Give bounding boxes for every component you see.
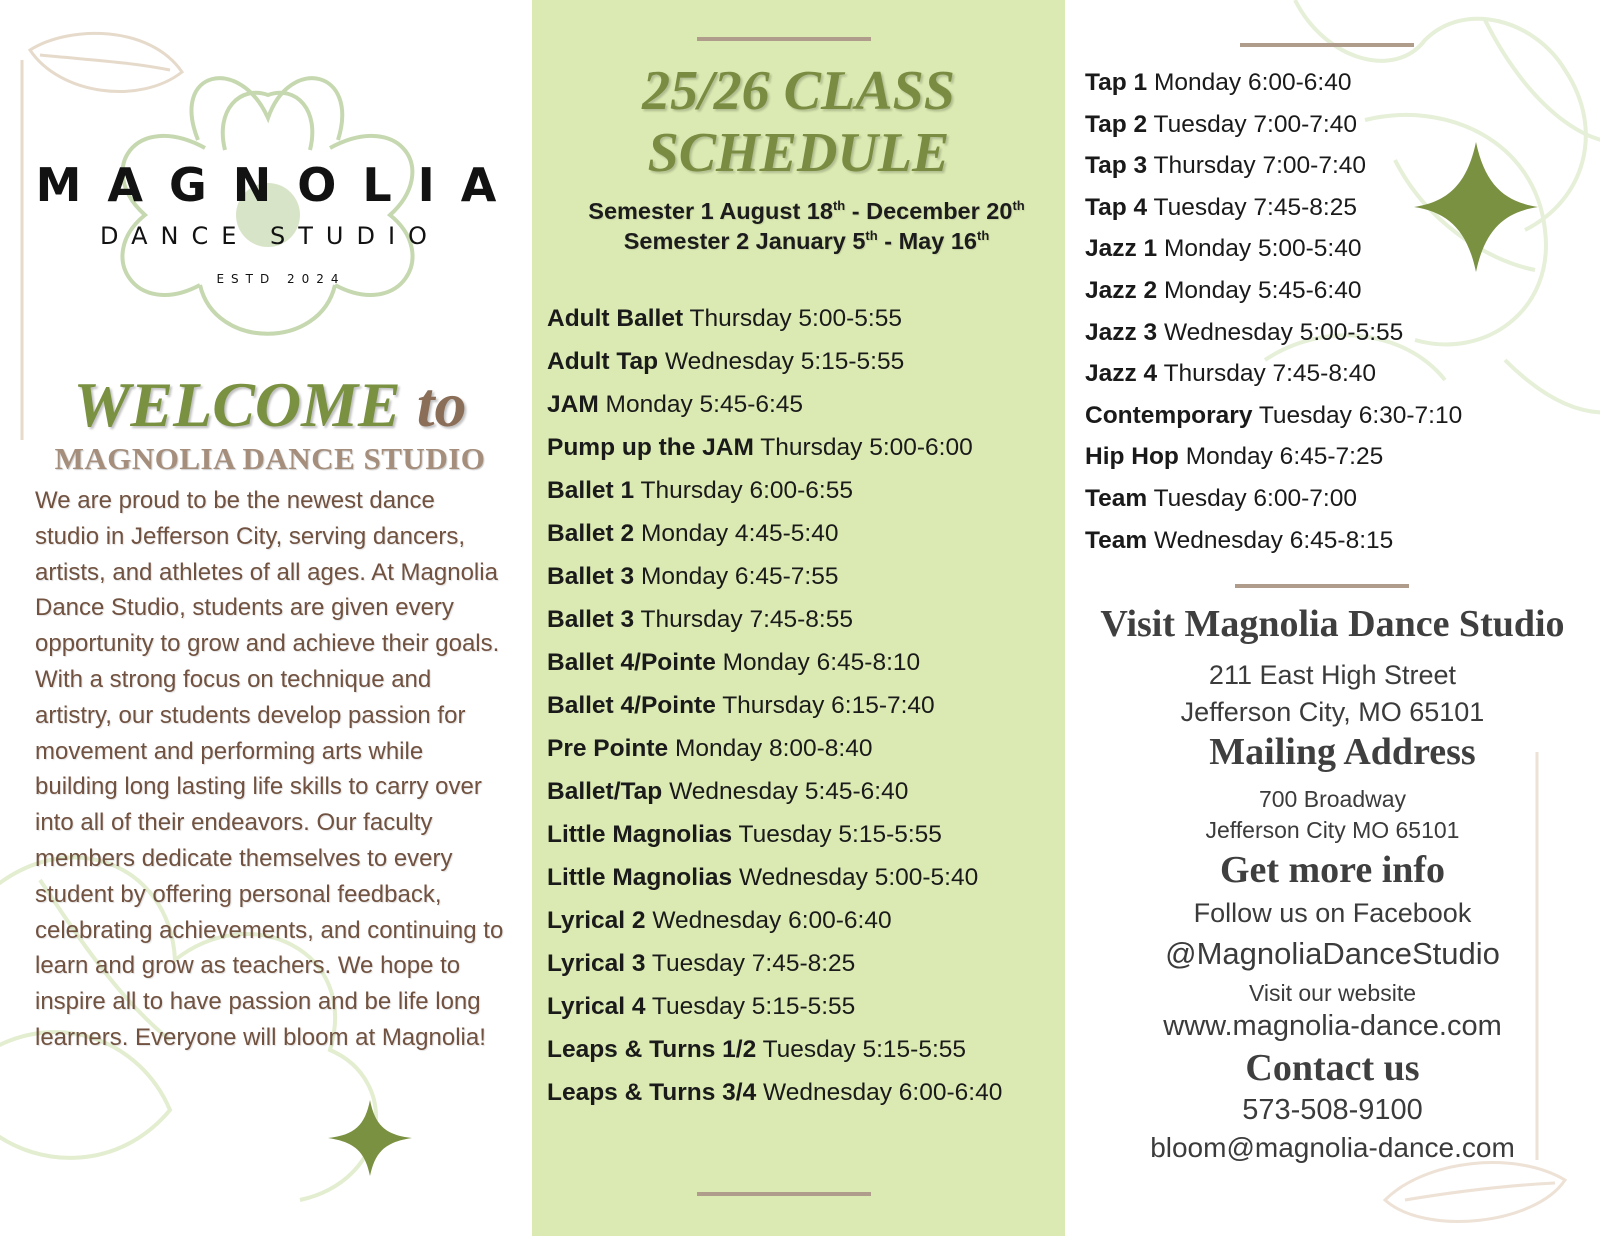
class-time: Wednesday 5:45-6:40 — [669, 778, 909, 805]
class-time: Tuesday 7:45-8:25 — [651, 950, 856, 977]
class-item — [1085, 104, 1585, 146]
class-item — [547, 856, 1037, 899]
class-item — [1085, 520, 1585, 562]
class-name: Ballet 4/Pointe — [547, 649, 716, 676]
website-link[interactable]: www.magnolia-dance.com — [1163, 1010, 1502, 1042]
logo-established: ESTD 2024 — [216, 272, 346, 286]
semester-2-start: Semester 2 January 5 — [623, 228, 866, 254]
semester-1-start-suffix: th — [832, 198, 846, 214]
class-item — [1085, 187, 1585, 229]
contact-panel — [1065, 0, 1600, 1236]
class-time: Wednesday 6:00-6:40 — [763, 1079, 1003, 1106]
class-item — [1085, 62, 1585, 104]
semester-2-end-suffix: th — [976, 228, 990, 244]
class-name: Ballet 4/Pointe — [547, 692, 716, 719]
semester-1-end: - December 20 — [845, 198, 1013, 224]
semester-1-start: Semester 1 August 18 — [588, 198, 833, 224]
logo-name: MAGNOLIA — [35, 158, 523, 212]
class-name: Contemporary — [1085, 401, 1253, 429]
divider — [697, 37, 871, 41]
class-name: Team — [1085, 526, 1148, 554]
welcome-word: WELCOME — [73, 369, 401, 440]
class-time: Monday 6:45-8:10 — [722, 649, 921, 676]
class-name: Leaps & Turns 1/2 — [547, 1036, 757, 1063]
class-name: Jazz 1 — [1085, 235, 1158, 263]
class-time: Monday 5:45-6:45 — [605, 391, 804, 418]
class-item — [547, 340, 1037, 383]
class-time: Thursday 6:00-6:55 — [640, 477, 853, 504]
class-item — [1085, 228, 1585, 270]
class-time: Wednesday 6:00-6:40 — [652, 907, 892, 934]
welcome-to-word: to — [416, 369, 467, 440]
class-item — [547, 297, 1037, 340]
class-name: Tap 4 — [1085, 193, 1148, 221]
class-name: Adult Tap — [547, 348, 659, 375]
semester-1-end-suffix: th — [1012, 198, 1025, 214]
phone-number[interactable]: 573-508-9100 — [1242, 1094, 1423, 1126]
class-item — [547, 985, 1037, 1028]
class-name: Ballet 3 — [547, 606, 635, 633]
class-name: Ballet 3 — [547, 563, 635, 590]
class-item — [1085, 478, 1585, 520]
mailing-city: Jefferson City MO 65101 — [1205, 817, 1460, 843]
class-time: Tuesday 7:00-7:40 — [1153, 110, 1357, 138]
class-name: Ballet/Tap — [547, 778, 663, 805]
class-name: Jazz 3 — [1085, 318, 1158, 346]
schedule-title-line2: SCHEDULE — [647, 122, 950, 184]
divider — [697, 1192, 871, 1196]
class-item — [547, 1071, 1037, 1114]
class-schedule-list-continued — [1085, 62, 1585, 561]
class-item — [547, 684, 1037, 727]
class-item — [547, 598, 1037, 641]
class-item — [1085, 270, 1585, 312]
class-name: Team — [1085, 484, 1148, 512]
class-time: Wednesday 6:45-8:15 — [1154, 526, 1394, 554]
schedule-title-line1: 25/26 CLASS — [642, 60, 955, 122]
street-address: 211 East High Street — [1208, 660, 1457, 690]
class-time: Tuesday 5:15-5:55 — [651, 993, 856, 1020]
welcome-heading — [0, 368, 532, 442]
class-time: Tuesday 6:30-7:10 — [1258, 401, 1463, 429]
class-item — [1085, 312, 1585, 354]
mailing-street: 700 Broadway — [1258, 786, 1407, 812]
class-time: Tuesday 6:00-7:00 — [1153, 484, 1357, 512]
class-item — [1085, 395, 1585, 437]
class-time: Tuesday 7:45-8:25 — [1153, 193, 1357, 221]
class-item — [1085, 436, 1585, 478]
class-name: Jazz 4 — [1085, 360, 1158, 388]
class-item — [547, 813, 1037, 856]
class-name: Adult Ballet — [547, 305, 684, 332]
class-time: Wednesday 5:00-5:40 — [738, 864, 979, 891]
class-name: Tap 3 — [1085, 152, 1148, 180]
studio-title: MAGNOLIA DANCE STUDIO — [54, 441, 486, 476]
class-name: Lyrical 3 — [547, 950, 646, 977]
class-name: Jazz 2 — [1085, 276, 1158, 304]
class-item — [547, 641, 1037, 684]
semester-2 — [532, 228, 1065, 255]
class-time: Monday 6:45-7:25 — [1185, 443, 1384, 471]
class-name: Tap 2 — [1085, 110, 1148, 138]
class-time: Monday 8:00-8:40 — [675, 735, 873, 762]
class-time: Thursday 5:00-5:55 — [689, 305, 902, 332]
class-item — [547, 1028, 1037, 1071]
class-time: Thursday 5:00-6:00 — [760, 434, 973, 461]
class-time: Thursday 7:00-7:40 — [1153, 152, 1367, 180]
class-time: Thursday 7:45-8:40 — [1163, 360, 1377, 388]
semester-1 — [532, 198, 1065, 225]
class-item — [547, 383, 1037, 426]
class-name: Ballet 2 — [547, 520, 635, 547]
class-time: Wednesday 5:00-5:55 — [1164, 318, 1404, 346]
class-item — [547, 899, 1037, 942]
class-name: Little Magnolias — [547, 821, 733, 848]
class-name: Leaps & Turns 3/4 — [547, 1079, 757, 1106]
semester-2-end: - May 16 — [877, 228, 977, 254]
class-item — [547, 512, 1037, 555]
class-time: Thursday 6:15-7:40 — [722, 692, 935, 719]
facebook-text: Follow us on Facebook — [1193, 898, 1472, 928]
semester-2-start-suffix: th — [865, 228, 878, 244]
class-time: Monday 5:45-6:40 — [1164, 276, 1362, 304]
class-time: Thursday 7:45-8:55 — [640, 606, 853, 633]
class-time: Monday 6:45-7:55 — [640, 563, 839, 590]
class-item — [547, 426, 1037, 469]
class-item — [547, 469, 1037, 512]
class-name: Tap 1 — [1085, 69, 1148, 96]
city-address: Jefferson City, MO 65101 — [1180, 697, 1485, 727]
class-item — [1085, 145, 1585, 187]
class-item — [547, 942, 1037, 985]
class-item — [547, 727, 1037, 770]
schedule-title — [532, 60, 1065, 184]
divider — [1240, 43, 1414, 47]
class-name: Little Magnolias — [547, 864, 733, 891]
sparkle-icon — [328, 1100, 412, 1176]
schedule-panel — [532, 0, 1065, 1236]
class-time: Monday 5:00-5:40 — [1164, 235, 1362, 263]
class-item — [547, 770, 1037, 813]
contact-heading: Contact us — [1245, 1047, 1420, 1089]
class-time: Tuesday 5:15-5:55 — [762, 1036, 967, 1063]
email-address[interactable]: bloom@magnolia-dance.com — [1150, 1132, 1515, 1163]
class-time: Wednesday 5:15-5:55 — [664, 348, 905, 375]
class-name: JAM — [547, 391, 599, 418]
intro-paragraph: We are proud to be the newest dance studio in Jefferson City, serving dancers, artists, and athletes of all ages. At Magnolia Dance Studio, students are given every opportunity to grow and achieve their goals. With a strong focus on technique and artistry, our students develop passion for movement and performing arts while building long lasting life skills to carry over into all of their endeavors. Our faculty members dedicate themselves to every student by offering personal feedback, celebrating achievements, and continuing to learn and grow as teachers. We hope to inspire all to have passion and be life long learners. Everyone will bloom at Magnolia! — [35, 487, 504, 1051]
class-time: Monday 4:45-5:40 — [640, 520, 839, 547]
class-name: Pump up the JAM — [547, 434, 754, 461]
class-name: Ballet 1 — [547, 477, 635, 504]
website-text: Visit our website — [1248, 980, 1417, 1006]
facebook-handle[interactable]: @MagnoliaDanceStudio — [1165, 936, 1500, 971]
class-item — [547, 555, 1037, 598]
divider — [1235, 584, 1409, 588]
class-name: Lyrical 4 — [547, 993, 646, 1020]
class-schedule-list — [547, 297, 1037, 1114]
welcome-panel — [0, 0, 532, 1236]
class-time: Monday 6:00-6:40 — [1153, 69, 1352, 96]
class-name: Hip Hop — [1085, 443, 1179, 471]
logo-subtitle: DANCE STUDIO — [100, 222, 440, 250]
info-heading: Get more info — [1219, 849, 1446, 891]
mailing-heading: Mailing Address — [1209, 731, 1476, 773]
class-name: Pre Pointe — [547, 735, 669, 762]
class-name: Lyrical 2 — [547, 907, 646, 934]
class-time: Tuesday 5:15-5:55 — [738, 821, 942, 848]
class-item — [1085, 353, 1585, 395]
visit-heading: Visit Magnolia Dance Studio — [1100, 603, 1565, 645]
